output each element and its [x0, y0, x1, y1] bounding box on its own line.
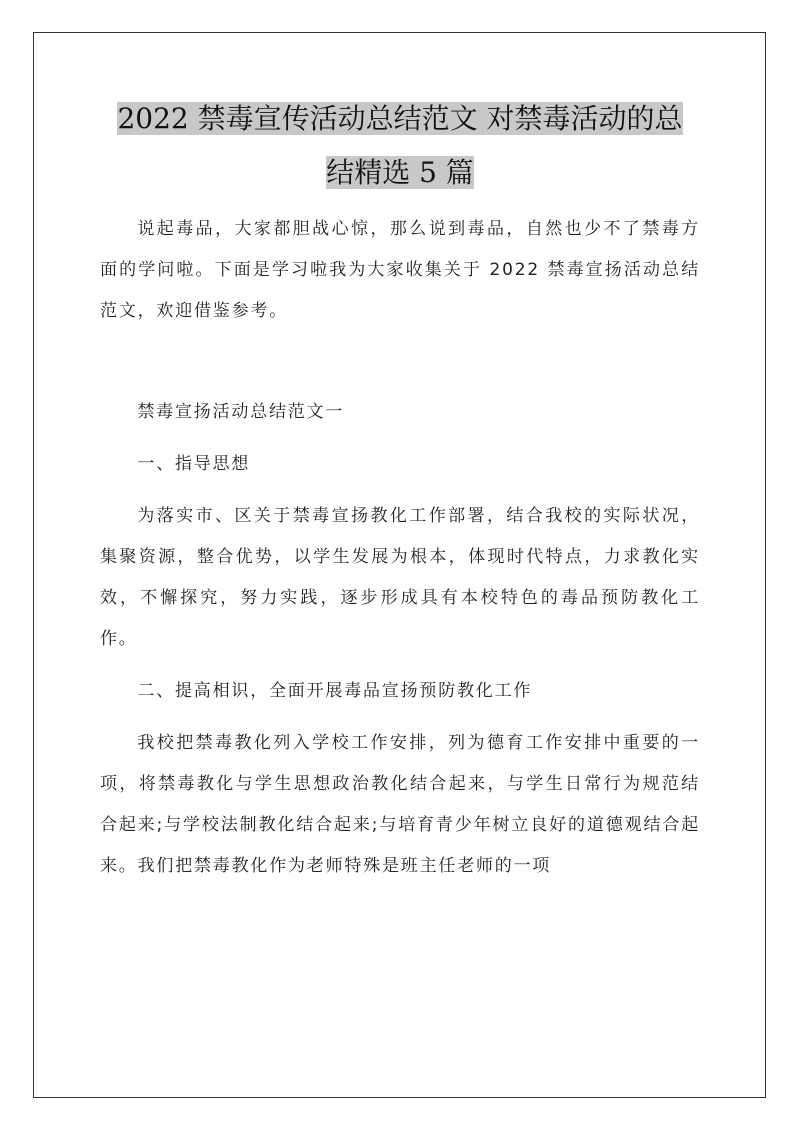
document-body [100, 209, 700, 887]
intro-paragraph: 说起毒品，大家都胆战心惊，那么说到毒品，自然也少不了禁毒方面的学问啦。下面是学习啦我为大家收集关于 2022 禁毒宣扬活动总结范文，欢迎借鉴参考。 [100, 219, 700, 321]
title-line-1 [100, 92, 700, 146]
title-line-2 [100, 146, 700, 200]
paragraph-awareness: 我校把禁毒教化列入学校工作安排，列为德育工作安排中重要的一项，将禁毒教化与学生思想政治教化结合起来，与学生日常行为规范结合起来;与学校法制教化结合起来;与培育青少年树立良好的道德观结合起来。我们把禁毒教化作为老师特殊是班主任老师的一项 [100, 733, 700, 876]
heading-awareness: 二、提高相识，全面开展毒品宣扬预防教化工作 [137, 681, 533, 701]
document-title [100, 92, 700, 200]
section-title: 禁毒宣扬活动总结范文一 [137, 402, 345, 422]
title-line-2-text: 结精选 5 篇 [326, 156, 474, 189]
title-line-1-text: 2022 禁毒宣传活动总结范文 对禁毒活动的总 [117, 102, 683, 135]
heading-guiding-thought: 一、指导思想 [137, 454, 251, 474]
paragraph-guiding-thought: 为落实市、区关于禁毒宣扬教化工作部署，结合我校的实际状况，集聚资源，整合优势，以学生发展为根本，体现时代特点，力求教化实效，不懈探究，努力实践，逐步形成具有本校特色的毒品预防教化工作。 [100, 506, 700, 649]
